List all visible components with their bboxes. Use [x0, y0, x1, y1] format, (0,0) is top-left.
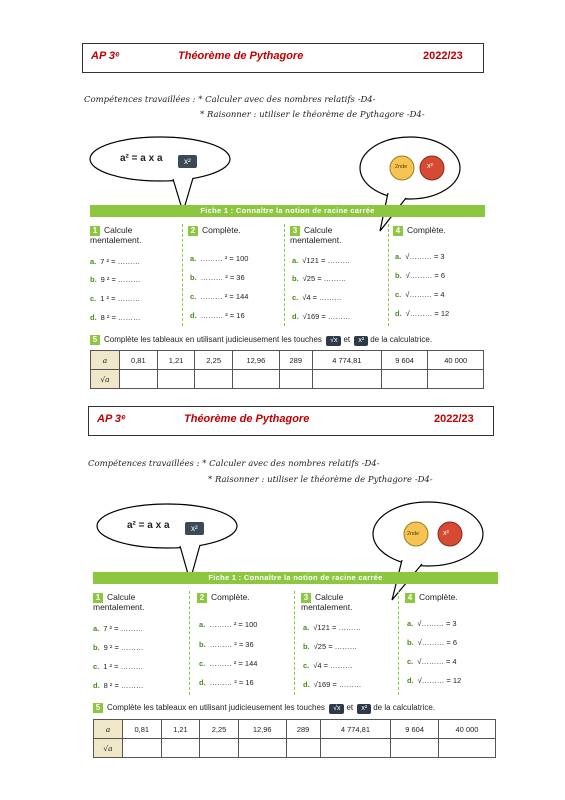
divider	[182, 224, 183, 326]
ex4-item-d: d. √……… = 12	[407, 676, 462, 685]
exercise-3: 3 Calcule mentalement.	[290, 225, 342, 245]
second-key-icon: 2nde	[395, 164, 408, 170]
x-squared-key-icon: x²	[357, 704, 371, 714]
header-box	[82, 43, 484, 73]
ex4-item-b: b. √……… = 6	[395, 271, 446, 280]
second-key-icon: 2nde	[407, 531, 420, 537]
worksheet-1	[0, 0, 565, 395]
fiche-banner: Fiche 1 : Connaître la notion de racine carrée	[93, 572, 498, 584]
competences-line1: Compétences travaillées : * Calculer avec des nombres relatifs -D4-	[84, 95, 376, 105]
ex2-item-d: d. ……… ² = 16	[190, 311, 245, 320]
ex1-item-d: d. 8 ² = ………	[93, 681, 144, 690]
header-year: 2022/23	[434, 413, 474, 425]
exercise-1: 1 Calcule mentalement.	[93, 592, 145, 612]
sqrt-key-icon: √x	[326, 336, 341, 346]
speech-bubble-right	[358, 135, 468, 233]
ex4-item-d: d. √……… = 12	[395, 309, 450, 318]
divider	[398, 591, 399, 695]
ex3-item-b: b. √25 = ………	[292, 274, 347, 283]
competences-line2: * Raisonner : utiliser le théorème de Pythagore -D4-	[200, 110, 425, 120]
values-table: a 0,81 1,21 2,25 12,96 289 4 774,81 9 604 40 000 √a	[90, 350, 484, 389]
ex2-item-c: c. ……… ² = 144	[199, 659, 258, 668]
ex1-item-c: c. 1 ² = ………	[93, 662, 144, 671]
ex3-item-c: c. √4 = ………	[303, 661, 353, 670]
divider	[189, 591, 190, 695]
ex2-item-a: a. ……… ² = 100	[190, 254, 249, 263]
exercise-5-instruction: 5 Complète les tableaux en utilisant judicieusement les touches √x et x² de la calculatrice.	[90, 335, 432, 346]
header-level: AP 3ᵉ	[91, 50, 120, 62]
ex3-item-d: d. √169 = ………	[292, 312, 351, 321]
divider	[284, 224, 285, 326]
ex1-item-a: a. 7 ² = ………	[90, 257, 141, 266]
ex2-item-b: b. ……… ² = 36	[190, 273, 245, 282]
ex3-item-c: c. √4 = ………	[292, 293, 342, 302]
exercise-3: 3 Calcule mentalement.	[301, 592, 353, 612]
competences-line2: * Raisonner : utiliser le théorème de Pythagore -D4-	[208, 475, 433, 485]
x-squared-key-icon: x²	[354, 336, 368, 346]
fiche-banner: Fiche 1 : Connaître la notion de racine carrée	[90, 205, 485, 217]
divider	[388, 224, 389, 326]
exercise-5-instruction: 5 Complète les tableaux en utilisant judicieusement les touches √x et x² de la calculatrice.	[93, 703, 435, 714]
x-squared-key-icon: x²	[178, 151, 197, 169]
header-title: Théorème de Pythagore	[184, 413, 310, 425]
exercise-1: 1 Calcule mentalement.	[90, 225, 142, 245]
exercise-4: 4 Complète.	[405, 593, 495, 603]
ex3-item-b: b. √25 = ………	[303, 642, 358, 651]
x-squared-key-icon: x²	[185, 518, 204, 536]
ex1-item-b: b. 9 ² = ………	[93, 643, 144, 652]
exercise-2: 2 Complète.	[197, 593, 287, 603]
exercise-4: 4 Complète.	[393, 226, 483, 236]
ex2-item-c: c. ……… ² = 144	[190, 292, 249, 301]
ex2-item-a: a. ……… ² = 100	[199, 620, 258, 629]
ex1-item-c: c. 1 ² = ………	[90, 294, 141, 303]
header-title: Théorème de Pythagore	[178, 50, 304, 62]
ex1-item-a: a. 7 ² = ………	[93, 624, 144, 633]
ex1-item-b: b. 9 ² = ………	[90, 275, 141, 284]
speech-bubble-left	[95, 501, 245, 583]
header-level: AP 3ᵉ	[97, 413, 126, 425]
ex1-item-d: d. 8 ² = ………	[90, 313, 141, 322]
worksheet-2	[0, 363, 565, 758]
values-table: a 0,81 1,21 2,25 12,96 289 4 774,81 9 604 40 000 √a	[93, 719, 496, 758]
speech-bubble-right	[370, 500, 490, 602]
header-year: 2022/23	[423, 50, 463, 62]
red-x-squared-key-icon: x²	[443, 530, 449, 537]
ex3-item-d: d. √169 = ………	[303, 680, 362, 689]
bubble-formula: a² = a x a	[120, 153, 163, 164]
ex3-item-a: a. √121 = ………	[292, 256, 350, 265]
ex4-item-a: a. √……… = 3	[407, 619, 457, 628]
header-box	[88, 406, 494, 436]
exercise-2: 2 Complète.	[188, 226, 278, 236]
speech-bubble-left	[88, 134, 238, 214]
ex4-item-b: b. √……… = 6	[407, 638, 458, 647]
divider	[294, 591, 295, 695]
sqrt-key-icon: √x	[329, 704, 344, 714]
ex2-item-b: b. ……… ² = 36	[199, 640, 254, 649]
bubble-formula: a² = a x a	[127, 520, 170, 531]
ex4-item-a: a. √……… = 3	[395, 252, 445, 261]
red-x-squared-key-icon: x²	[427, 163, 433, 170]
ex4-item-c: c. √……… = 4	[407, 657, 457, 666]
ex3-item-a: a. √121 = ………	[303, 623, 361, 632]
ex2-item-d: d. ……… ² = 16	[199, 678, 254, 687]
ex4-item-c: c. √……… = 4	[395, 290, 445, 299]
competences-line1: Compétences travaillées : * Calculer avec des nombres relatifs -D4-	[88, 459, 380, 469]
